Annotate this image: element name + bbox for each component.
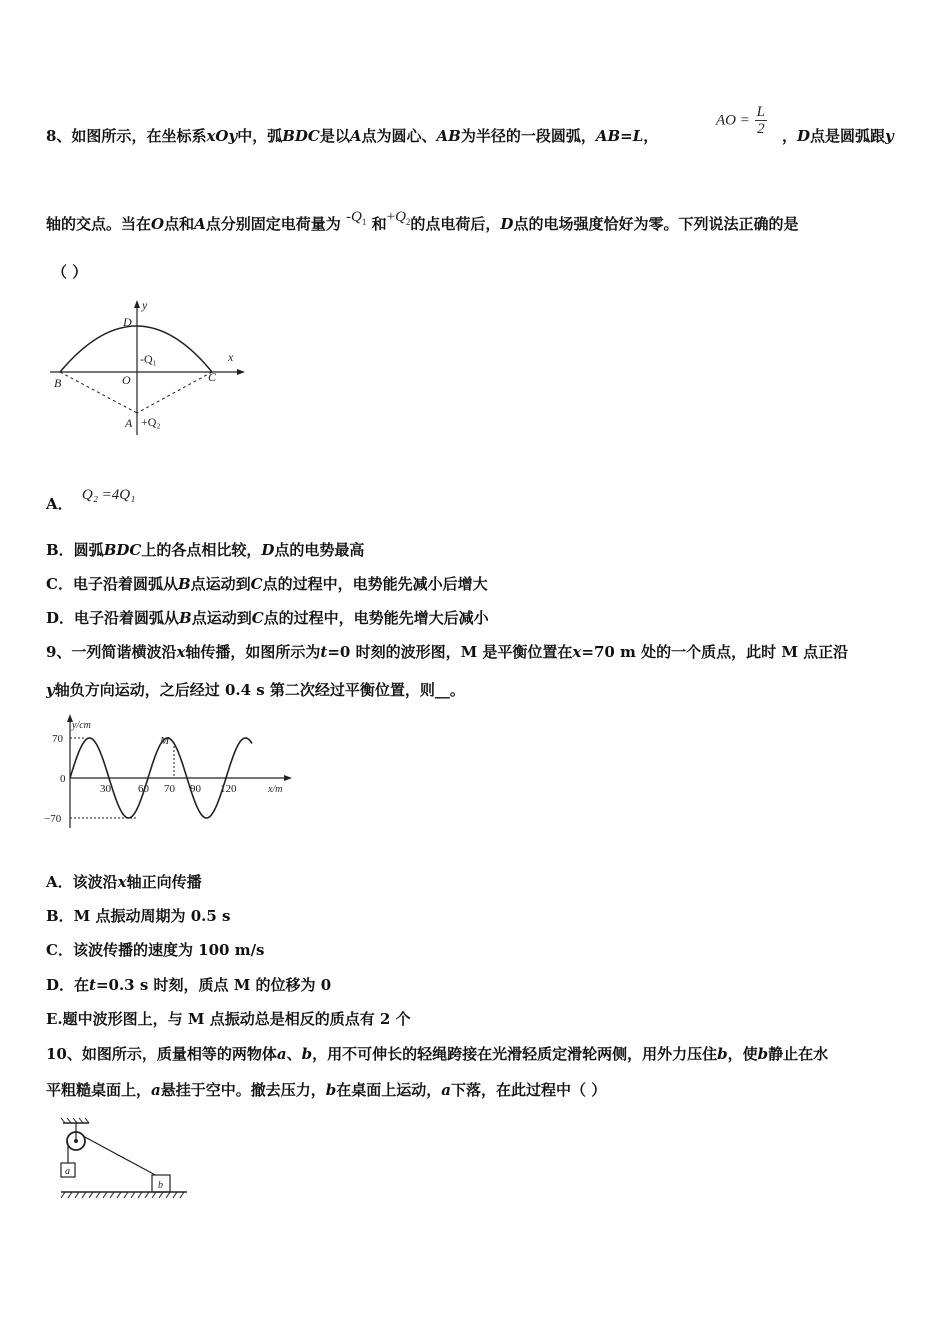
q8-xoy: xOy [206,127,238,145]
q9-option-a [46,872,202,892]
q9-text: =0 时刻的波形图，M 是平衡位置在 [327,643,573,661]
q9-wave-graph [40,712,300,832]
y-tick-70: 70 [52,733,63,745]
option-var: C [250,575,263,593]
label-b: B [54,376,62,390]
q8-text: 点分别固定电荷量为 [205,215,341,233]
option-text: 轴正向传播 [126,873,202,891]
option-var: B [179,609,192,627]
option-text: =0.3 s 时刻，质点 M 的位移为 0 [95,976,332,994]
q8-a: A [194,215,206,233]
q9-text: 9、一列简谐横波沿 [46,643,177,661]
q9-var: y [46,681,55,699]
q8-text: 和 [371,215,387,233]
q8-text: 轴的交点。当在 [46,215,152,233]
q10-var: b [757,1045,769,1063]
q8-ao-formula [716,104,767,137]
y-tick-0: 0 [60,773,66,785]
q10-text: 平粗糙桌面上， [46,1081,152,1099]
q10-text: 10、如图所示，质量相等的两物体 [46,1045,277,1063]
label-y: y [142,298,148,312]
dashed-ac [137,372,212,413]
option-var: D [261,541,275,559]
option-text: 上的各点相比较， [141,541,262,559]
q8-line1-tail [782,126,894,146]
q10-var: b [325,1081,337,1099]
graph-x-arrow-icon [284,775,292,781]
q10-line2 [46,1080,606,1100]
q9-var: x [176,643,186,661]
label-c: C [208,370,217,384]
q8-ab-eq-l: AB=L [595,127,644,145]
q8-option-b [46,540,364,560]
block-b-label: b [158,1180,163,1191]
q9-line1 [46,642,848,662]
q10-var: b [301,1045,313,1063]
option-text: B．圆弧 [46,541,104,559]
q10-text: 在桌面上运动， [336,1081,442,1099]
option-text: C．电子沿着圆弧从 [46,575,178,593]
label-o: O [122,373,131,387]
q9-option-d [46,975,331,995]
q9-var: x [572,643,582,661]
q8-text: 点是圆弧跟 [810,127,886,145]
q8-option-c [46,574,488,594]
option-text: D．在 [46,976,90,994]
x-tick: 70 [164,783,175,795]
option-var: C [251,609,264,627]
q8-text: 点和 [164,215,195,233]
option-label: A． [46,495,73,513]
option-text: 点运动到 [190,575,251,593]
q10-line1 [46,1044,828,1064]
q8-q2-sub: 2 [405,217,411,227]
option-var: t [89,976,96,994]
q8-text: 点为圆心、 [361,127,437,145]
q8-figure [40,295,260,445]
q9-text: 轴传播，如图所示为 [185,643,321,661]
q8-q2: Q [395,209,406,225]
q8-d: D [500,215,514,233]
q10-text: 悬挂于空中。撤去压力， [160,1081,326,1099]
q8-a: A [349,127,362,145]
q9-text: 轴负方向运动，之后经过 0.4 s 第二次经过平衡位置，则__。 [54,681,465,699]
y-arrow-icon [134,300,140,308]
q10-text: 下落，在此过程中（ ） [451,1081,607,1099]
option-var: BDC [103,541,142,559]
q8-text: 8、如图所示，在坐标系 [46,127,207,145]
q8-y: y [885,127,894,145]
option-text: A．该波沿 [46,873,118,891]
label-q1: -Q₁ [140,352,157,366]
q8-option-a [46,487,136,515]
option-text: 点的过程中，电势能先减小后增大 [262,575,488,593]
q8-ab: AB [436,127,461,145]
q8-ao-fraction [755,104,767,137]
q8-pos-sign: + [386,209,396,225]
block-a-label: a [65,1166,70,1177]
q8-o: O [151,215,165,233]
rope-b [83,1136,159,1177]
q10-text: ，使 [727,1045,758,1063]
q8-line2 [46,209,799,236]
x-tick: 60 [138,783,149,795]
label-q2: +Q₂ [141,415,161,429]
q8-text: 点的电场强度恰好为零。下列说法正确的是 [513,215,799,233]
q8-bdc: BDC [282,127,320,145]
option-text: 点运动到 [191,609,252,627]
q9-line2 [46,680,465,700]
q8-text: 中，弧 [237,127,283,145]
point-m-label: M [160,735,170,747]
q8-ao-lhs: AO = [716,112,750,129]
label-x: x [228,350,234,364]
q10-var: a [441,1081,452,1099]
label-d: D [123,315,132,329]
q8-text: 是以 [319,127,350,145]
table-hatch [61,1192,184,1198]
q9-text: =70 m 处的一个质点，此时 M 点正沿 [581,643,849,661]
x-tick: 90 [190,783,201,795]
q8-comma: ， [782,127,798,145]
q8-ao-num: L [756,104,765,120]
q8-option-d [46,608,489,628]
q8-d: D [797,127,811,145]
option-var: B [177,575,191,593]
y-tick-neg70: −70 [44,813,62,825]
q9-option-b: B．M 点振动周期为 0.5 s [46,907,231,925]
option-var: x [117,873,127,891]
y-axis-label: y/cm [72,720,91,731]
x-axis-label: x/m [268,784,283,795]
q8-neg-sign: - [346,209,351,225]
x-tick: 30 [100,783,111,795]
q10-var: a [151,1081,161,1099]
q8-paren: （ ） [52,263,88,281]
q8-q1-sub: 1 [361,217,367,227]
q10-var: a [276,1045,287,1063]
q10-var: b [717,1045,728,1063]
q9-option-c: C．该波传播的速度为 100 m/s [46,941,265,959]
label-a: A [125,416,133,430]
q8-comma: ， [643,127,659,145]
q8-ao-den: 2 [757,121,765,137]
pulley-axle [74,1139,78,1143]
q8-line1 [46,126,658,146]
option-a-formula: Q₂ =4Q₁ [81,487,136,503]
q10-text: 、 [286,1045,302,1063]
q9-var: t [320,643,328,661]
q10-text: ，用不可伸长的轻绳跨接在光滑轻质定滑轮两侧，用外力压住 [312,1045,718,1063]
option-text: 点的电势最高 [274,541,365,559]
q10-pulley-figure [55,1115,195,1210]
x-arrow-icon [237,369,245,375]
x-tick: 120 [220,783,237,795]
q8-text: 的点电荷后， [410,215,501,233]
q8-text: 为半径的一段圆弧， [460,127,596,145]
q8-q1: Q [351,209,362,225]
arc-bdc [60,326,212,372]
q9-option-e: E.题中波形图上，与 M 点振动总是相反的质点有 2 个 [46,1010,411,1028]
option-text: D．电子沿着圆弧从 [46,609,180,627]
q10-text: 静止在水 [768,1045,829,1063]
option-text: 点的过程中，电势能先增大后减小 [263,609,489,627]
